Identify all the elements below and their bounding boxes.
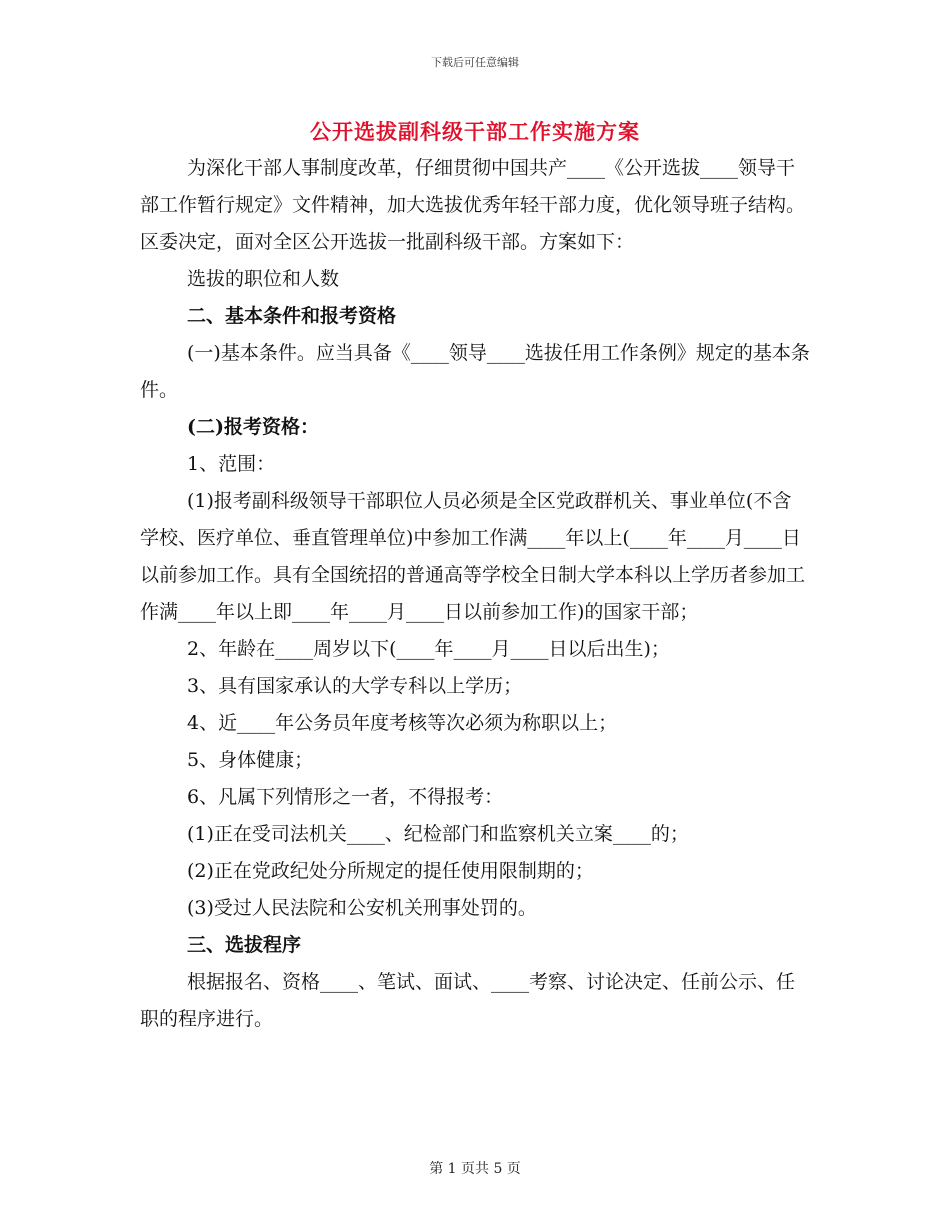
section-positions: 选拔的职位和人数: [187, 268, 340, 290]
section-heading-3: 三、选拔程序: [187, 934, 302, 956]
qualification-heading: (二)报考资格：: [187, 416, 319, 438]
document-body: [140, 150, 810, 1038]
basic-conditions-paragraph: (一)基本条件。应当具备《____领导____选拔任用工作条例》规定的基本条件。: [140, 342, 810, 401]
section-heading-2: 二、基本条件和报考资格: [187, 305, 397, 327]
scope-detail-paragraph: (1)报考副科级领导干部职位人员必须是全区党政群机关、事业单位(不含学校、医疗单位、垂直管理单位)中参加工作满____年以上(____年____月____日以前参加工作。具有全国统招的普通高等学校全日制大学本科以上学历者参加工作满____年以上即____年____月____日以前参加工作)的国家干部；: [140, 490, 806, 623]
exclusion-sub-3: (3)受过人民法院和公安机关刑事处罚的。: [187, 897, 537, 919]
exclusion-item: 6、凡属下列情形之一者，不得报考：: [187, 786, 504, 808]
exclusion-sub-1: (1)正在受司法机关____、纪检部门和监察机关立案____的；: [187, 823, 689, 845]
scope-item: 1、范围：: [187, 453, 276, 475]
procedure-paragraph: 根据报名、资格____、笔试、面试、____考察、讨论决定、任前公示、任职的程序进行。: [140, 971, 796, 1030]
document-title: 公开选拔副科级干部工作实施方案: [310, 119, 640, 144]
page-header: 下载后可任意编辑: [431, 56, 519, 69]
intro-paragraph: 为深化干部人事制度改革，仔细贯彻中国共产____《公开选拔____领导干部工作暂行规定》文件精神，加大选拔优秀年轻干部力度，优化领导班子结构。区委决定，面对全区公开选拔一批副科级干部。方案如下：: [140, 157, 806, 253]
page-footer: 第 1 页共 5 页: [429, 1161, 521, 1177]
health-item: 5、身体健康；: [187, 749, 314, 771]
assessment-item: 4、近____年公务员年度考核等次必须为称职以上；: [187, 712, 618, 734]
age-item: 2、年龄在____周岁以下(____年____月____日以后出生)；: [187, 638, 670, 660]
exclusion-sub-2: (2)正在党政纪处分所规定的提任使用限制期的；: [187, 860, 594, 882]
education-item: 3、具有国家承认的大学专科以上学历；: [187, 675, 523, 697]
